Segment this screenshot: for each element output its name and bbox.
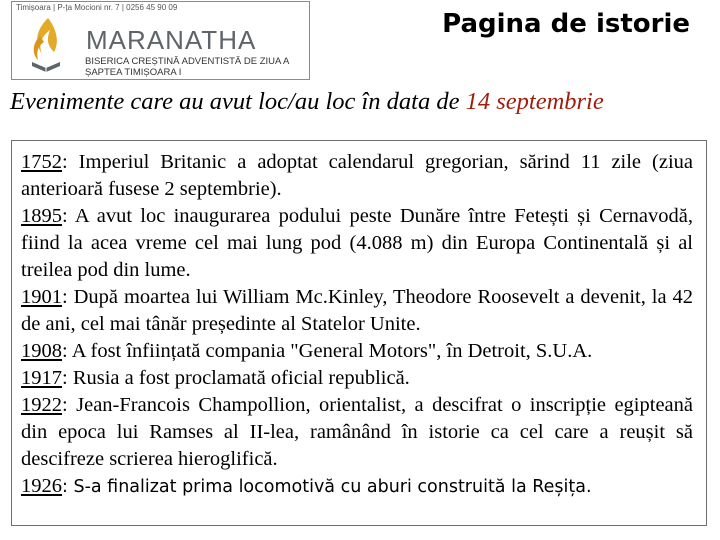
page-title: Pagina de istorie	[442, 9, 690, 39]
subtitle	[10, 88, 604, 116]
church-logo	[11, 1, 310, 80]
event-year: 1917	[21, 367, 62, 389]
event-text: : După moartea lui William Mc.Kinley, Theodore Roosevelt a devenit, la 42 de ani, cel mai tânăr președinte al Statelor Unite.	[21, 286, 693, 335]
logo-subtitle: BISERICA CREȘTINĂ ADVENTISTĂ DE ZIUA A ȘAPTEA TIMIȘOARA I	[85, 56, 289, 78]
event-text: : Jean-Francois Champollion, orientalist, a descifrat o inscripție egipteană din epoca lui Ramses al II-lea, ramânând în istorie ca cel care a reușit să descifreze scrierea hieroglifică.	[21, 394, 693, 470]
event-text: : S-a finalizat prima locomotivă cu aburi construită la Reșița.	[62, 477, 592, 497]
event-item	[21, 365, 693, 392]
event-year: 1926	[21, 475, 62, 497]
event-year: 1901	[21, 286, 62, 308]
flame-book-icon	[26, 14, 66, 76]
event-text: : Imperiul Britanic a adoptat calendarul gregorian, sărind 11 zile (ziua anterioară fusese 2 septembrie).	[21, 151, 693, 200]
event-item	[21, 284, 693, 338]
subtitle-text: Evenimente care au avut loc/au loc în data de	[10, 88, 460, 115]
subtitle-date: 14 septembrie	[465, 88, 604, 115]
event-item	[21, 473, 693, 501]
event-item	[21, 392, 693, 473]
logo-name: MARANATHA	[86, 25, 257, 55]
event-year: 1908	[21, 340, 62, 362]
event-item	[21, 149, 693, 203]
event-item	[21, 338, 693, 365]
event-year: 1895	[21, 205, 62, 227]
event-text: : Rusia a fost proclamată oficial republică.	[62, 367, 410, 389]
logo-address: Timișoara | P-ța Mocioni nr. 7 | 0256 45 90 09	[16, 3, 178, 12]
event-item	[21, 203, 693, 284]
event-text: : A fost înființată compania "General Motors", în Detroit, S.U.A.	[62, 340, 593, 362]
event-year: 1922	[21, 394, 62, 416]
events-list	[21, 149, 693, 501]
event-year: 1752	[21, 151, 62, 173]
event-text: : A avut loc inaugurarea podului peste Dunăre între Fetești și Cernavodă, fiind la acea vreme cel mai lung pod (4.088 m) din Europa Continentală și al treilea pod din lume.	[21, 205, 693, 281]
